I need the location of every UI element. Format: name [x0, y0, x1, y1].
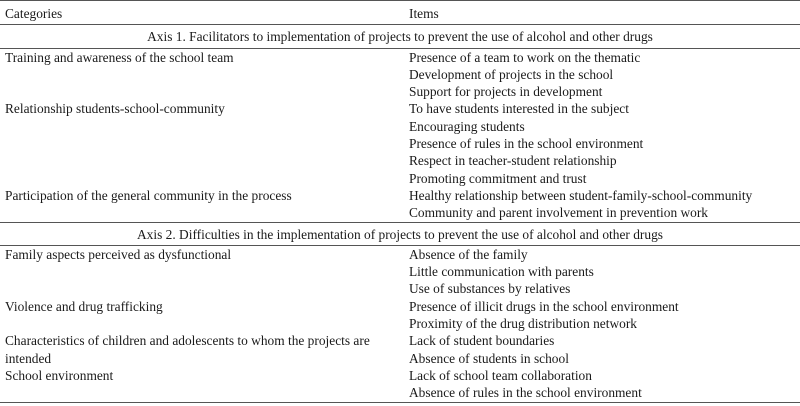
- header-categories: Categories: [0, 1, 404, 25]
- item-text: Presence of rules in the school environment: [409, 136, 644, 152]
- items-cell: [404, 245, 800, 297]
- item-text: Presence of a team to work on the thematic: [409, 49, 641, 65]
- item-text: Absence of the family: [409, 246, 528, 262]
- category-cell: School environment: [0, 367, 404, 402]
- item-text: Promoting commitment and trust: [409, 170, 587, 186]
- items-cell: [404, 332, 800, 367]
- table-row: [0, 245, 800, 297]
- table-header: [0, 1, 800, 25]
- items-cell: [404, 298, 800, 333]
- items-cell: [404, 367, 800, 402]
- item-text: Proximity of the drug distribution network: [409, 316, 637, 332]
- table-row: [0, 332, 800, 367]
- item-text: Encouraging students: [409, 118, 525, 134]
- item-text: Lack of student boundaries: [409, 333, 555, 349]
- axis-2-title: Axis 2. Difficulties in the implementation of projects to prevent the use of alcohol and other drugs: [0, 222, 800, 245]
- item-text: Respect in teacher-student relationship: [409, 153, 617, 169]
- axis-2-heading-row: [0, 222, 800, 245]
- item-text: Community and parent involvement in prevention work: [409, 205, 709, 221]
- table-row: [0, 187, 800, 222]
- category-cell: Participation of the general community in the process: [5, 187, 292, 203]
- category-cell: Relationship students-school-community: [5, 101, 225, 117]
- item-text: Development of projects in the school: [409, 66, 614, 82]
- item-text: Lack of school team collaboration: [409, 367, 592, 383]
- category-cell: Family aspects perceived as dysfunctional: [5, 246, 232, 262]
- item-text: Support for projects in development: [409, 84, 603, 100]
- item-text: Absence of students in school: [409, 350, 569, 366]
- table-row: [0, 100, 800, 186]
- axis-1-heading-row: [0, 25, 800, 48]
- category-cell: Characteristics of children and adolescents to whom the projects are intended: [5, 333, 370, 366]
- items-cell: [404, 48, 800, 100]
- items-cell: [404, 187, 800, 222]
- table-row: [0, 48, 800, 100]
- item-text: To have students interested in the subject: [409, 101, 629, 117]
- table-row: [0, 298, 800, 333]
- item-text: Use of substances by relatives: [409, 281, 571, 297]
- item-text: Little communication with parents: [409, 264, 594, 280]
- category-cell: Training and awareness of the school team: [5, 49, 234, 65]
- table-row: [0, 367, 800, 402]
- item-text: Absence of rules in the school environment: [409, 385, 642, 401]
- axis-1-title: Axis 1. Facilitators to implementation of projects to prevent the use of alcohol and other drugs: [0, 25, 800, 48]
- item-text: Healthy relationship between student-family-school-community: [409, 187, 753, 203]
- category-cell: Violence and drug trafficking: [5, 298, 163, 314]
- items-cell: [404, 100, 800, 186]
- item-text: Presence of illicit drugs in the school environment: [409, 298, 679, 314]
- header-items: Items: [404, 1, 800, 25]
